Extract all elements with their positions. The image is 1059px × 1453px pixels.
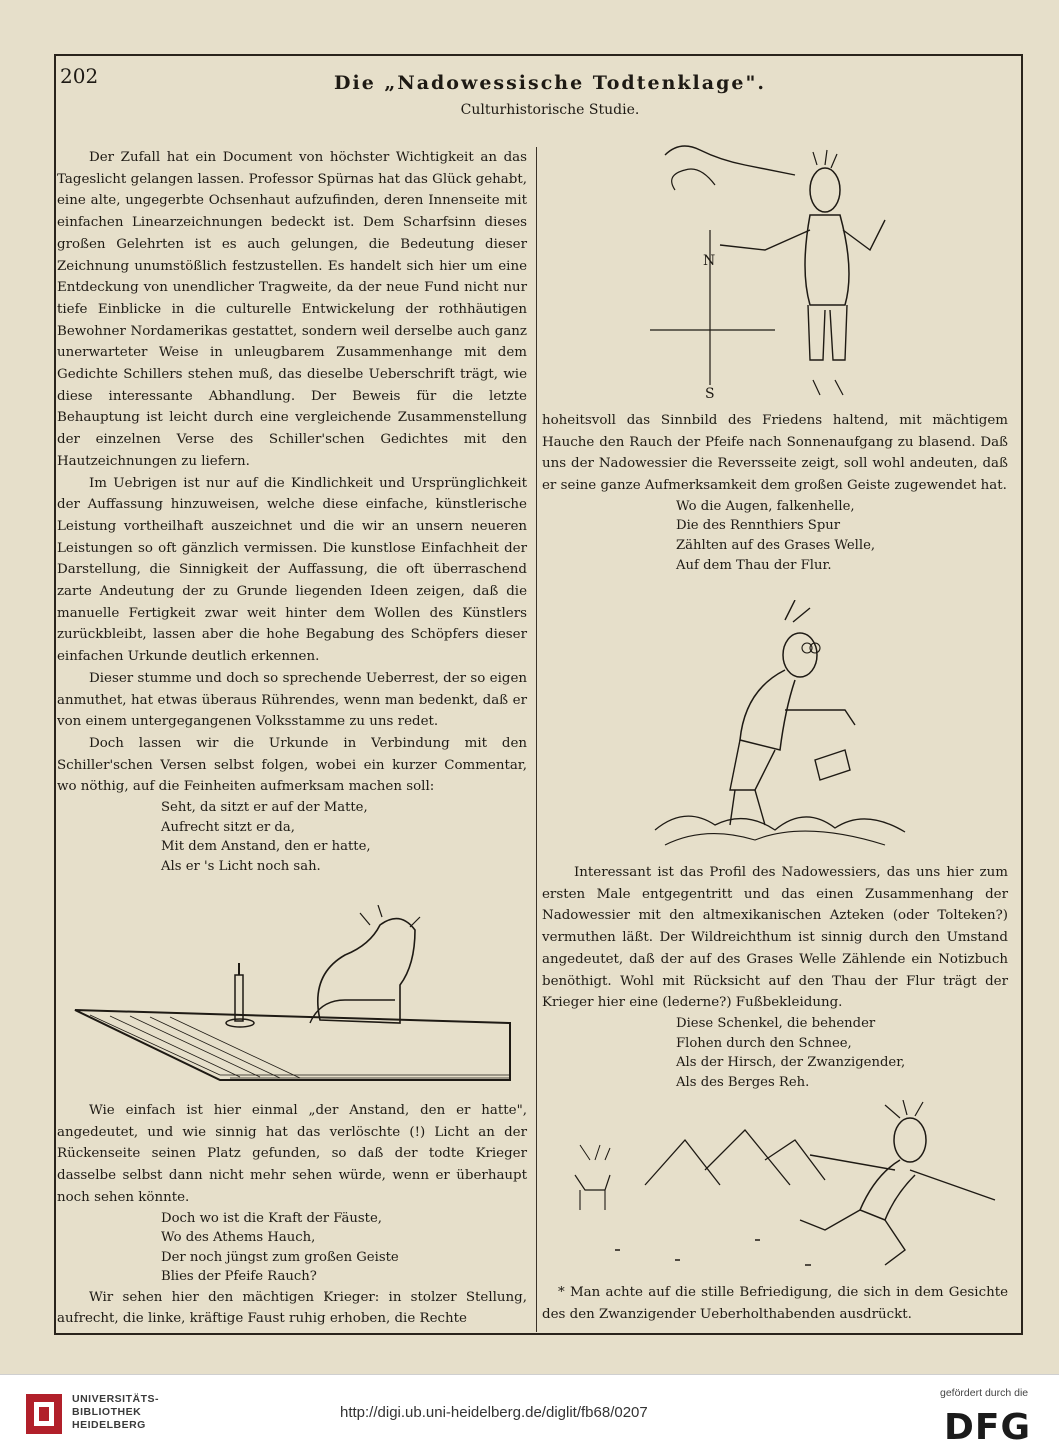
paragraph: Der Zufall hat ein Document von höchster Wichtigkeit an das Tageslicht gelangen lassen. Professor Spürnas hat das Glück gehabt, eine alte, ungegerbte Ochsenhaut aufzufinden, deren Innenseite mit einfachen Linearzeichnungen bedeckt ist. Dem Scharfsinn dieses großen Gelehrten ist es auch gelungen, die Bedeutung dieser Zeichnung unumstößlich festzustellen. Es handelt sich hier um eine Entdeckung von unendlicher Tragweite, da der neue Fund nicht nur tiefe Einblicke in die culturelle Entwickelung der rothhäutigen Bewohner Nordamerikas gestattet, sondern weil derselbe auch ganz unerwarteter Weise in unleugbarem Zusammenhange mit dem Gedichte Schillers stehen muß, das dieselbe Ueberschrift trägt, wie diese interessante Abhandlung. Der Beweis für die letzte Behauptung ist leicht durch eine vergleichende Zusammenstellung der einzelnen Verse des Schiller'schen Gedichtes mit den Hautzeichnungen zu liefern. [57,150,527,469]
verse-line: Als der Hirsch, der Zwanzigender, [676,1055,906,1071]
verse-line: Zählten auf des Grases Welle, [676,538,876,553]
right-column [542,410,1008,575]
left-column [57,147,527,876]
verse-line: Als er 's Licht noch sah. [161,858,321,874]
verse-stanza [161,798,527,876]
verse-line: Mit dem Anstand, den er hatte, [161,839,371,855]
institution-line: BIBLIOTHEK [72,1406,142,1418]
footer-bar [0,1374,1059,1453]
footnote-paragraph: * Man achte auf die stille Befriedigung, die sich in dem Gesichte des den Zwanzigender Ueberholthabenden ausdrückt. [542,1285,1008,1322]
verse-line: Als des Berges Reh. [676,1074,810,1090]
compass-south-label: S [705,386,715,402]
verse-line: Der noch jüngst zum großen Geiste [161,1249,399,1265]
funded-by-text: gefördert durch die [940,1387,1029,1399]
page-number: 202 [60,64,99,88]
verse-line: Wo die Augen, falkenhelle, [676,498,855,514]
notebook-warrior-illustration [645,600,925,860]
verse-line: Diese Schenkel, die behender [676,1015,876,1031]
verse-line: Wo des Athems Hauch, [161,1230,316,1246]
verse-line: Auf dem Thau der Flur. [676,557,832,573]
paragraph: Doch lassen wir die Urkunde in Verbindung mit den Schiller'schen Versen selbst folgen, wobei ein kurzer Commentar, wo nöthig, auf die Feinheiten aufmerksam machen soll: [57,735,527,795]
institution-line: HEIDELBERG [72,1419,146,1431]
column-divider [536,147,537,1332]
verse-line: Doch wo ist die Kraft der Fäuste, [161,1210,382,1226]
pipe-smoking-warrior-illustration [645,140,905,405]
verse-stanza [161,1209,527,1287]
compass-north-label: N [703,253,716,269]
institution-name [72,1393,159,1432]
left-column-continued [57,1100,527,1330]
verse-line: Blies der Pfeife Rauch? [161,1269,317,1285]
verse-line: Flohen durch den Schnee, [676,1035,852,1051]
paragraph: Im Uebrigen ist nur auf die Kindlichkeit und Ursprünglichkeit der Auffassung hinzuweisen, welche diese einfache, künstlerische Leistung vortheilhaft auszeichnet und die wir an unsern neueren Leistungen so oft gänzlich vermissen. Die kunstlose Einfachheit der Darstellung, die Sinnigkeit der Auffassung, die oft überraschend zarte Andeutung der zu Grunde liegenden Ideen zeigen, daß die manuelle Fertigkeit zwar weit hinter dem Wollen des Künstlers zurückbleibt, lassen aber die hohe Begabung des Schöpfers dieser einfachen Urkunde deutlich erkennen. [57,475,527,665]
paragraph: Dieser stumme und doch so sprechende Ueberrest, der so eigen anmuthet, hat etwas überaus Rührendes, wenn man bedenkt, daß er von einem untergegangenen Volksstamme zu uns redet. [57,670,527,730]
right-column-bottom [542,1282,1008,1325]
university-seal-icon [24,1392,64,1436]
paragraph: Interessant ist das Profil des Nadowessiers, das uns hier zum ersten Male entgegentritt und das einen Zusammenhang der Nadowessier mit den altmexikanischen Azteken (oder Tolteken?) vermuthen läßt. Der Wildreichthum ist sinnig durch den Umstand angedeutet, daß der auf des Grases Welle Zählende ein Notizbuch benöthigt. Wohl mit Rücksicht auf den Thau der Flur trägt der Krieger hier eine (lederne?) Fußbekleidung. [542,865,1008,1011]
dfg-logo: DFG [944,1407,1032,1448]
verse-line: Seht, da sitzt er auf der Matte, [161,800,368,816]
verse-line: Aufrecht sitzt er da, [161,819,295,835]
article-subtitle: Culturhistorische Studie. [460,102,640,118]
paragraph: Wie einfach ist hier einmal „der Anstand, den er hatte", angedeutet, und wie sinnig hat das verlöschte (!) Licht an der Rückenseite seinen Platz gefunden, so daß der todte Krieger dasselbe selbst dann nicht mehr sehen würde, wenn er überhaupt noch sehen könnte. [57,1103,527,1205]
verse-stanza [676,497,1008,575]
source-url-link[interactable]: http://digi.ub.uni-heidelberg.de/diglit/fb68/0207 [340,1404,648,1421]
right-column-middle [542,862,1008,1092]
verse-stanza [676,1014,1008,1092]
institution-line: UNIVERSITÄTS- [72,1393,160,1405]
article-title: Die „Nadowessische Todtenklage". [334,72,766,94]
sitting-warrior-illustration [70,905,530,1095]
verse-line: Die des Rennthiers Spur [676,518,841,534]
running-warrior-illustration [555,1100,1015,1280]
paragraph: Wir sehen hier den mächtigen Krieger: in stolzer Stellung, aufrecht, die linke, kräftige Faust ruhig erhoben, die Rechte [57,1289,527,1327]
paragraph: hoheitsvoll das Sinnbild des Friedens haltend, mit mächtigem Hauche den Rauch der Pfeife nach Sonnenaufgang zu blasend. Daß uns der Nadowessier die Reversseite zeigt, soll wohl andeuten, daß er seine ganze Aufmerksamkeit dem großen Geiste zugewendet hat. [542,413,1008,494]
